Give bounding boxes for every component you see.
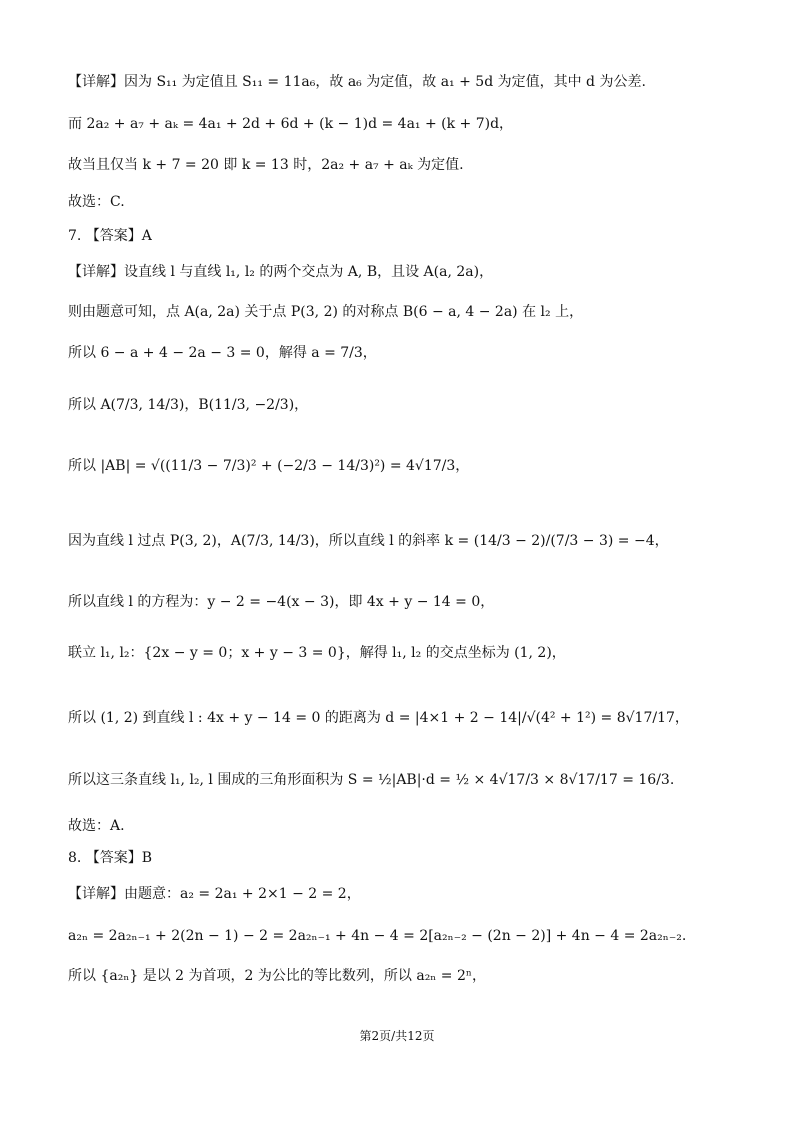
section-heading: 7. 【答案】A	[68, 228, 152, 244]
text-line: 故选：A.	[68, 818, 125, 834]
text-line: 所以 A(7/3, 14/3)，B(11/3, −2/3)，	[68, 397, 309, 413]
text-line: 故当且仅当 k + 7 = 20 即 k = 13 时，2a₂ + a₇ + aₖ 为定值.	[68, 157, 464, 173]
text-line: 因为直线 l 过点 P(3, 2)，A(7/3, 14/3)，所以直线 l 的斜率 k = (14/3 − 2)/(7/3 − 3) = −4，	[68, 533, 669, 549]
text-line: 所以 6 − a + 4 − 2a − 3 = 0，解得 a = 7/3，	[68, 345, 377, 361]
text-line: 所以这三条直线 l₁, l₂, l 围成的三角形面积为 S = ½|AB|·d = ½ × 4√17/3 × 8√17/17 = 16/3.	[68, 772, 675, 788]
text-line: 所以 {a₂ₙ} 是以 2 为首项，2 为公比的等比数列，所以 a₂ₙ = 2ⁿ，	[68, 968, 486, 984]
page-footer: 第2页/共12页	[359, 1029, 435, 1043]
text-line: 【详解】设直线 l 与直线 l₁, l₂ 的两个交点为 A, B，且设 A(a, 2a)，	[68, 264, 494, 280]
text-line: 所以直线 l 的方程为：y − 2 = −4(x − 3)，即 4x + y − 14 = 0，	[68, 594, 495, 610]
text-line: 【详解】因为 S₁₁ 为定值且 S₁₁ = 11a₆，故 a₆ 为定值，故 a₁ + 5d 为定值，其中 d 为公差.	[68, 74, 646, 90]
text-line: 联立 l₁, l₂：{2x − y = 0；x + y − 3 = 0}，解得 l₁, l₂ 的交点坐标为 (1, 2)，	[68, 645, 566, 661]
text-line: 则由题意可知，点 A(a, 2a) 关于点 P(3, 2) 的对称点 B(6 − a, 4 − 2a) 在 l₂ 上，	[68, 304, 584, 320]
text-line: 【详解】由题意：a₂ = 2a₁ + 2×1 − 2 = 2，	[68, 886, 361, 902]
text-line: 故选：C.	[68, 194, 125, 210]
text-line: a₂ₙ = 2a₂ₙ₋₁ + 2(2n − 1) − 2 = 2a₂ₙ₋₁ + 4n − 4 = 2[a₂ₙ₋₂ − (2n − 2)] + 4n − 4 = 2a₂ₙ₋₂.	[68, 928, 687, 944]
text-line: 所以 |AB| = √((11/3 − 7/3)² + (−2/3 − 14/3)²) = 4√17/3，	[68, 458, 470, 474]
text-line: 而 2a₂ + a₇ + aₖ = 4a₁ + 2d + 6d + (k − 1)d = 4a₁ + (k + 7)d，	[68, 116, 514, 132]
section-heading: 8. 【答案】B	[68, 850, 153, 866]
text-line: 所以 (1, 2) 到直线 l : 4x + y − 14 = 0 的距离为 d = |4×1 + 2 − 14|/√(4² + 1²) = 8√17/17，	[68, 710, 689, 726]
